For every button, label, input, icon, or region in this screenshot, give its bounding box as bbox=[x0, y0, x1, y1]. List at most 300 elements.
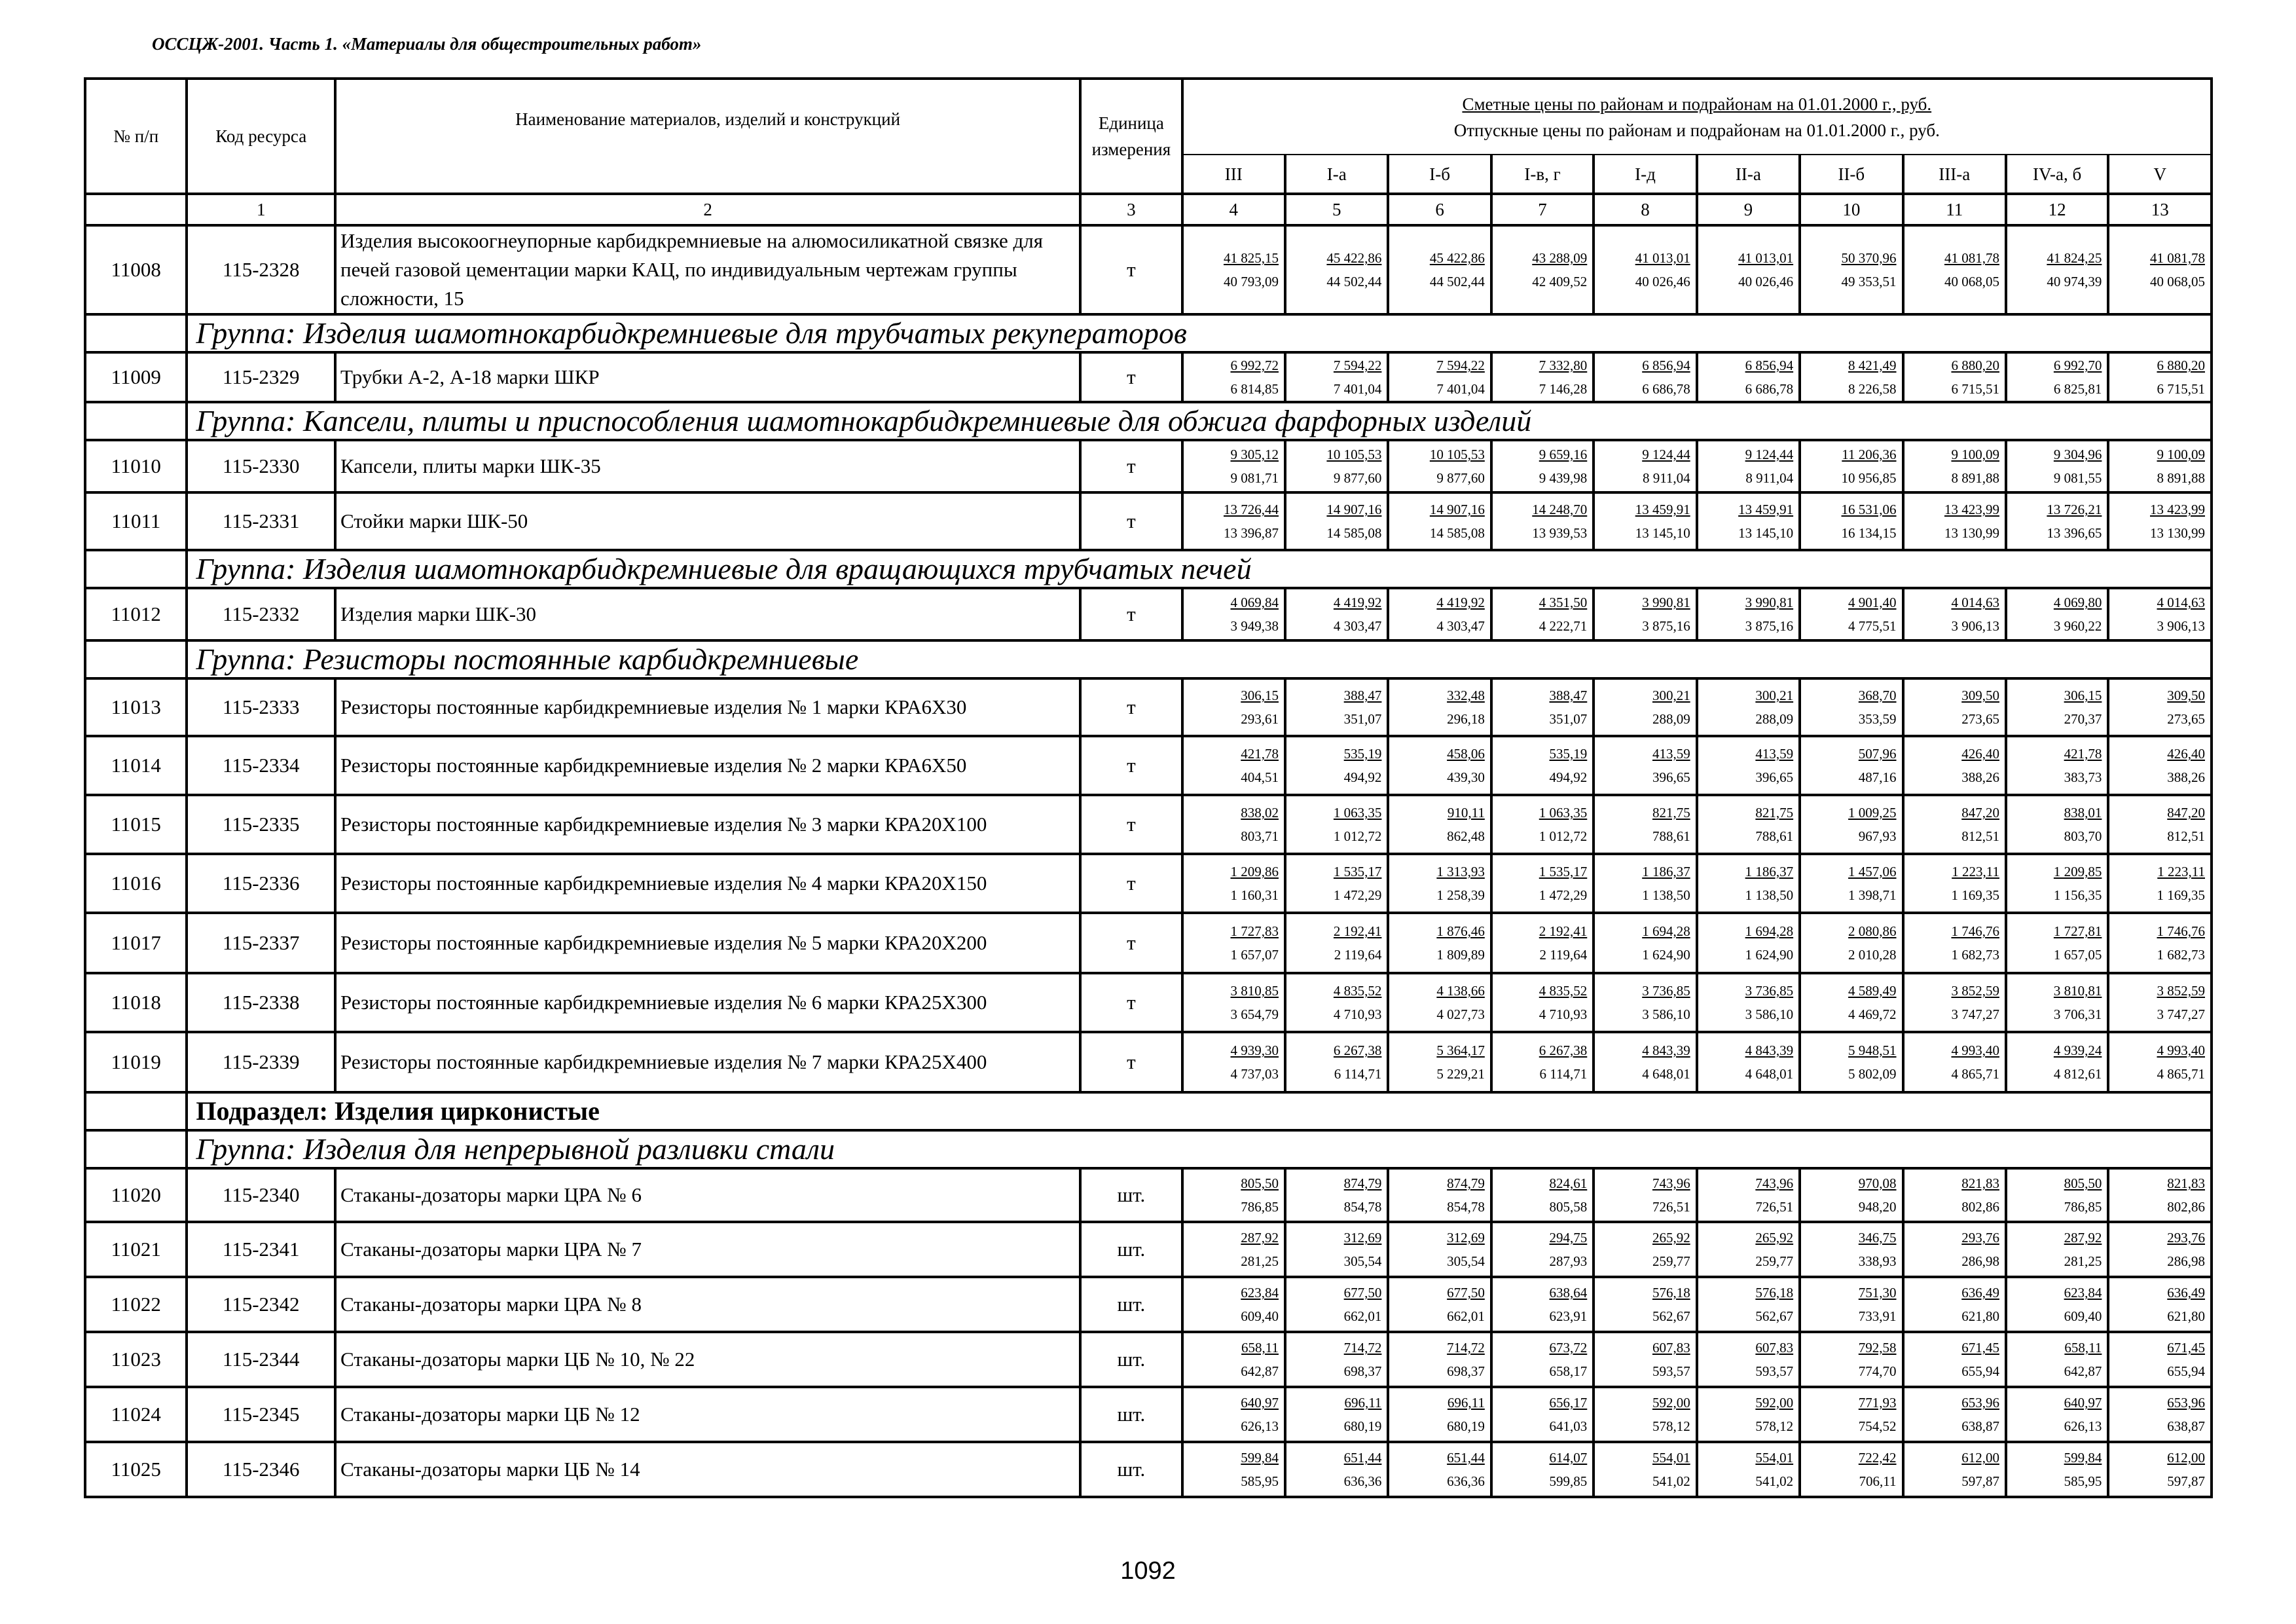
table-row bbox=[85, 1222, 2212, 1277]
release-price: 351,07 bbox=[1549, 711, 1588, 727]
resource-code: 115-2331 bbox=[187, 492, 335, 550]
release-price: 662,01 bbox=[1343, 1308, 1382, 1324]
estimated-price: 847,20 bbox=[2167, 805, 2205, 821]
column-number: 1 bbox=[187, 194, 335, 225]
row-number: 11008 bbox=[85, 225, 187, 314]
column-number: 12 bbox=[2006, 194, 2108, 225]
release-price: 296,18 bbox=[1447, 711, 1485, 727]
unit: т bbox=[1080, 854, 1182, 913]
estimated-price: 3 736,85 bbox=[1745, 983, 1794, 999]
group-row bbox=[85, 1130, 2212, 1168]
estimated-price: 287,92 bbox=[2064, 1230, 2102, 1246]
release-price: 562,67 bbox=[1652, 1308, 1690, 1324]
estimated-price: 623,84 bbox=[1241, 1285, 1279, 1301]
estimated-price: 640,97 bbox=[2064, 1395, 2102, 1411]
release-price: 40 026,46 bbox=[1738, 274, 1794, 289]
material-name: Стаканы-дозаторы марки ЦБ № 12 bbox=[335, 1387, 1080, 1442]
price-cell bbox=[1285, 1442, 1388, 1497]
estimated-price: 41 013,01 bbox=[1635, 250, 1690, 266]
estimated-price: 300,21 bbox=[1652, 688, 1690, 703]
group-title: Группа: Изделия для непрерывной разливки стали bbox=[187, 1130, 2212, 1168]
price-cell bbox=[1388, 440, 1491, 492]
estimated-price: 554,01 bbox=[1652, 1450, 1690, 1466]
release-price: 1 657,07 bbox=[1230, 947, 1279, 963]
price-cell bbox=[1285, 1168, 1388, 1222]
release-price: 854,78 bbox=[1343, 1199, 1382, 1215]
release-price: 281,25 bbox=[1241, 1253, 1279, 1269]
row-spacer bbox=[85, 640, 187, 678]
estimated-price: 1 209,86 bbox=[1230, 864, 1279, 879]
price-cell bbox=[1594, 913, 1696, 973]
release-price: 609,40 bbox=[2064, 1308, 2102, 1324]
row-number: 11009 bbox=[85, 352, 187, 402]
price-cell bbox=[1800, 913, 1903, 973]
estimated-price: 677,50 bbox=[1447, 1285, 1485, 1301]
price-cell bbox=[1182, 588, 1285, 640]
release-price: 6 114,71 bbox=[1334, 1066, 1382, 1082]
price-cell bbox=[2006, 352, 2108, 402]
material-name: Стаканы-дозаторы марки ЦРА № 6 bbox=[335, 1168, 1080, 1222]
price-cell bbox=[1697, 854, 1800, 913]
price-cell bbox=[1491, 1442, 1594, 1497]
estimated-price: 623,84 bbox=[2064, 1285, 2102, 1301]
price-cell bbox=[1285, 913, 1388, 973]
release-price: 287,93 bbox=[1549, 1253, 1588, 1269]
estimated-price: 640,97 bbox=[1241, 1395, 1279, 1411]
price-cell bbox=[2108, 736, 2212, 795]
release-price: 638,87 bbox=[2167, 1418, 2205, 1434]
estimated-price: 1 694,28 bbox=[1642, 923, 1690, 939]
price-cell bbox=[1594, 352, 1696, 402]
resource-code: 115-2340 bbox=[187, 1168, 335, 1222]
price-cell bbox=[2006, 854, 2108, 913]
column-number-blank bbox=[85, 194, 187, 225]
estimated-price: 599,84 bbox=[2064, 1450, 2102, 1466]
region-header: II-б bbox=[1800, 155, 1903, 194]
price-cell bbox=[2006, 225, 2108, 314]
estimated-price: 970,08 bbox=[1858, 1175, 1897, 1191]
resource-code: 115-2332 bbox=[187, 588, 335, 640]
table-row bbox=[85, 352, 2212, 402]
release-price: 13 145,10 bbox=[1635, 525, 1690, 541]
price-cell bbox=[1903, 1332, 2006, 1387]
header-prices bbox=[1182, 79, 2212, 155]
price-cell bbox=[1388, 1032, 1491, 1092]
price-cell bbox=[1903, 736, 2006, 795]
price-cell bbox=[1388, 1332, 1491, 1387]
estimated-price: 4 069,84 bbox=[1230, 595, 1279, 610]
estimated-price: 1 694,28 bbox=[1745, 923, 1794, 939]
estimated-price: 805,50 bbox=[1241, 1175, 1279, 1191]
estimated-price: 458,06 bbox=[1447, 746, 1485, 762]
release-price: 642,87 bbox=[2064, 1363, 2102, 1379]
estimated-price: 3 736,85 bbox=[1642, 983, 1690, 999]
price-cell bbox=[2006, 440, 2108, 492]
estimated-price: 306,15 bbox=[1241, 688, 1279, 703]
price-cell bbox=[1697, 913, 1800, 973]
estimated-price: 1 457,06 bbox=[1848, 864, 1897, 879]
release-price: 3 875,16 bbox=[1642, 618, 1690, 634]
price-table bbox=[84, 77, 2213, 1498]
price-cell bbox=[1594, 1332, 1696, 1387]
release-price: 286,98 bbox=[2167, 1253, 2205, 1269]
price-cell bbox=[1697, 440, 1800, 492]
price-cell bbox=[2006, 1387, 2108, 1442]
row-number: 11014 bbox=[85, 736, 187, 795]
estimated-price: 3 810,85 bbox=[1230, 983, 1279, 999]
estimated-price: 714,72 bbox=[1447, 1340, 1485, 1356]
material-name: Резисторы постоянные карбидкремниевые изделия № 6 марки КРА25Х300 bbox=[335, 973, 1080, 1032]
release-price: 638,87 bbox=[1961, 1418, 1999, 1434]
price-cell bbox=[1800, 1387, 1903, 1442]
estimated-price: 293,76 bbox=[2167, 1230, 2205, 1246]
price-cell bbox=[1182, 913, 1285, 973]
release-price: 5 229,21 bbox=[1436, 1066, 1485, 1082]
estimated-price: 7 332,80 bbox=[1539, 358, 1588, 373]
estimated-price: 651,44 bbox=[1447, 1450, 1485, 1466]
region-header: V bbox=[2108, 155, 2212, 194]
release-price: 802,86 bbox=[1961, 1199, 1999, 1215]
table-row bbox=[85, 795, 2212, 854]
price-cell bbox=[1491, 1277, 1594, 1332]
release-price: 305,54 bbox=[1343, 1253, 1382, 1269]
release-price: 621,80 bbox=[2167, 1308, 2205, 1324]
estimated-price: 9 304,96 bbox=[2053, 447, 2102, 462]
estimated-price: 653,96 bbox=[2167, 1395, 2205, 1411]
estimated-price: 653,96 bbox=[1961, 1395, 1999, 1411]
running-header: ОССЦЖ-2001. Часть 1. «Материалы для общестроительных работ» bbox=[152, 34, 702, 54]
release-price: 4 865,71 bbox=[2157, 1066, 2205, 1082]
price-cell bbox=[2006, 973, 2108, 1032]
release-price: 578,12 bbox=[1755, 1418, 1794, 1434]
release-price: 288,09 bbox=[1652, 711, 1690, 727]
row-number: 11012 bbox=[85, 588, 187, 640]
release-price: 1 624,90 bbox=[1642, 947, 1690, 963]
release-price: 40 026,46 bbox=[1635, 274, 1690, 289]
material-name: Изделия высокоогнеупорные карбидкремниевые на алюмосиликатной связке для печей газовой цементации марки КАЦ, по индивидуальным чертежам группы сложности, 15 bbox=[335, 225, 1080, 314]
estimated-price: 743,96 bbox=[1652, 1175, 1690, 1191]
table-row bbox=[85, 225, 2212, 314]
unit: т bbox=[1080, 352, 1182, 402]
estimated-price: 6 856,94 bbox=[1642, 358, 1690, 373]
unit: шт. bbox=[1080, 1277, 1182, 1332]
price-cell bbox=[1697, 678, 1800, 736]
estimated-price: 13 726,21 bbox=[2047, 502, 2102, 517]
estimated-price: 4 589,49 bbox=[1848, 983, 1897, 999]
unit: т bbox=[1080, 440, 1182, 492]
table-row bbox=[85, 678, 2212, 736]
row-number: 11015 bbox=[85, 795, 187, 854]
estimated-price: 656,17 bbox=[1549, 1395, 1588, 1411]
release-price: 1 169,35 bbox=[2157, 887, 2205, 903]
estimated-price: 2 192,41 bbox=[1333, 923, 1382, 939]
price-cell bbox=[1903, 492, 2006, 550]
price-cell bbox=[1903, 588, 2006, 640]
release-price: 967,93 bbox=[1858, 828, 1897, 844]
price-cell bbox=[1182, 1168, 1285, 1222]
price-cell bbox=[1594, 854, 1696, 913]
release-price: 786,85 bbox=[1241, 1199, 1279, 1215]
release-price: 4 648,01 bbox=[1642, 1066, 1690, 1082]
release-price: 10 956,85 bbox=[1841, 470, 1897, 486]
price-cell bbox=[2108, 1442, 2212, 1497]
price-cell bbox=[1491, 854, 1594, 913]
estimated-price: 4 835,52 bbox=[1333, 983, 1382, 999]
estimated-price: 636,49 bbox=[1961, 1285, 1999, 1301]
estimated-price: 312,69 bbox=[1343, 1230, 1382, 1246]
release-price: 13 145,10 bbox=[1738, 525, 1794, 541]
estimated-price: 910,11 bbox=[1447, 805, 1485, 821]
estimated-price: 554,01 bbox=[1755, 1450, 1794, 1466]
release-price: 698,37 bbox=[1447, 1363, 1485, 1379]
estimated-price: 535,19 bbox=[1549, 746, 1588, 762]
estimated-price: 294,75 bbox=[1549, 1230, 1588, 1246]
release-price: 812,51 bbox=[1961, 828, 1999, 844]
estimated-price: 4 014,63 bbox=[2157, 595, 2205, 610]
release-price: 14 585,08 bbox=[1429, 525, 1485, 541]
estimated-price: 1 223,11 bbox=[2157, 864, 2205, 879]
price-cell bbox=[1903, 1222, 2006, 1277]
price-cell bbox=[1697, 225, 1800, 314]
price-cell bbox=[2108, 1168, 2212, 1222]
material-name: Капсели, плиты марки ШК-35 bbox=[335, 440, 1080, 492]
release-price: 1 472,29 bbox=[1333, 887, 1382, 903]
price-cell bbox=[1285, 1032, 1388, 1092]
release-price: 288,09 bbox=[1755, 711, 1794, 727]
release-price: 5 802,09 bbox=[1848, 1066, 1897, 1082]
estimated-price: 265,92 bbox=[1755, 1230, 1794, 1246]
estimated-price: 6 267,38 bbox=[1539, 1043, 1588, 1058]
release-price: 8 911,04 bbox=[1745, 470, 1794, 486]
estimated-price: 576,18 bbox=[1652, 1285, 1690, 1301]
price-cell bbox=[1800, 588, 1903, 640]
release-price: 1 398,71 bbox=[1848, 887, 1897, 903]
price-cell bbox=[2108, 854, 2212, 913]
estimated-price: 592,00 bbox=[1755, 1395, 1794, 1411]
price-cell bbox=[1594, 1277, 1696, 1332]
release-price: 8 891,88 bbox=[2157, 470, 2205, 486]
price-cell bbox=[1388, 492, 1491, 550]
material-name: Резисторы постоянные карбидкремниевые изделия № 1 марки КРА6Х30 bbox=[335, 678, 1080, 736]
release-price: 494,92 bbox=[1343, 769, 1382, 785]
price-cell bbox=[1697, 1222, 1800, 1277]
estimated-price: 1 009,25 bbox=[1848, 805, 1897, 821]
price-cell bbox=[1285, 795, 1388, 854]
price-cell bbox=[2006, 736, 2108, 795]
estimated-price: 45 422,86 bbox=[1326, 250, 1382, 266]
estimated-price: 14 907,16 bbox=[1429, 502, 1485, 517]
estimated-price: 592,00 bbox=[1652, 1395, 1690, 1411]
material-name: Стойки марки ШК-50 bbox=[335, 492, 1080, 550]
column-number: 4 bbox=[1182, 194, 1285, 225]
release-price: 1 012,72 bbox=[1539, 828, 1588, 844]
estimated-price: 4 843,39 bbox=[1745, 1043, 1794, 1058]
price-cell bbox=[2108, 1032, 2212, 1092]
row-spacer bbox=[85, 1130, 187, 1168]
price-cell bbox=[1388, 1222, 1491, 1277]
price-cell bbox=[2108, 913, 2212, 973]
price-cell bbox=[1182, 678, 1285, 736]
estimated-price: 45 422,86 bbox=[1429, 250, 1485, 266]
price-cell bbox=[1388, 225, 1491, 314]
estimated-price: 3 990,81 bbox=[1745, 595, 1794, 610]
price-cell bbox=[1182, 1222, 1285, 1277]
estimated-price: 4 419,92 bbox=[1333, 595, 1382, 610]
row-spacer bbox=[85, 550, 187, 588]
estimated-price: 614,07 bbox=[1549, 1450, 1588, 1466]
release-price: 270,37 bbox=[2064, 711, 2102, 727]
subsection-row bbox=[85, 1092, 2212, 1130]
release-price: 3 706,31 bbox=[2053, 1006, 2102, 1022]
release-price: 655,94 bbox=[1961, 1363, 1999, 1379]
release-price: 6 114,71 bbox=[1539, 1066, 1588, 1082]
estimated-price: 287,92 bbox=[1241, 1230, 1279, 1246]
price-cell bbox=[1594, 492, 1696, 550]
estimated-price: 309,50 bbox=[2167, 688, 2205, 703]
estimated-price: 821,75 bbox=[1652, 805, 1690, 821]
price-cell bbox=[1903, 913, 2006, 973]
release-price: 1 472,29 bbox=[1539, 887, 1588, 903]
price-cell bbox=[1903, 1442, 2006, 1497]
release-price: 1 012,72 bbox=[1333, 828, 1382, 844]
price-cell bbox=[1388, 795, 1491, 854]
price-cell bbox=[1903, 440, 2006, 492]
release-price: 6 825,81 bbox=[2053, 381, 2102, 397]
price-cell bbox=[1903, 352, 2006, 402]
price-cell bbox=[2108, 588, 2212, 640]
price-cell bbox=[2108, 352, 2212, 402]
release-price: 636,36 bbox=[1343, 1473, 1382, 1489]
material-name: Стаканы-дозаторы марки ЦРА № 7 bbox=[335, 1222, 1080, 1277]
release-price: 16 134,15 bbox=[1841, 525, 1897, 541]
price-cell bbox=[2006, 1277, 2108, 1332]
region-header: I-д bbox=[1594, 155, 1696, 194]
estimated-price: 5 364,17 bbox=[1436, 1043, 1485, 1058]
price-cell bbox=[1388, 588, 1491, 640]
price-cell bbox=[1388, 1168, 1491, 1222]
estimated-price: 722,42 bbox=[1858, 1450, 1897, 1466]
column-number: 8 bbox=[1594, 194, 1696, 225]
price-cell bbox=[1903, 678, 2006, 736]
estimated-price: 332,48 bbox=[1447, 688, 1485, 703]
page-number: 1092 bbox=[1120, 1557, 1176, 1585]
price-cell bbox=[1491, 1332, 1594, 1387]
row-number: 11013 bbox=[85, 678, 187, 736]
price-cell bbox=[1594, 1442, 1696, 1497]
unit: т bbox=[1080, 492, 1182, 550]
estimated-price: 9 124,44 bbox=[1642, 447, 1690, 462]
price-cell bbox=[1697, 1442, 1800, 1497]
price-cell bbox=[1800, 795, 1903, 854]
price-cell bbox=[1388, 678, 1491, 736]
estimated-price: 2 080,86 bbox=[1848, 923, 1897, 939]
column-number: 6 bbox=[1388, 194, 1491, 225]
estimated-price: 599,84 bbox=[1241, 1450, 1279, 1466]
release-price: 305,54 bbox=[1447, 1253, 1485, 1269]
release-price: 4 469,72 bbox=[1848, 1006, 1897, 1022]
table-row bbox=[85, 1442, 2212, 1497]
release-price: 8 891,88 bbox=[1951, 470, 1999, 486]
price-cell bbox=[1697, 1332, 1800, 1387]
resource-code: 115-2345 bbox=[187, 1387, 335, 1442]
release-price: 396,65 bbox=[1652, 769, 1690, 785]
price-cell bbox=[1903, 225, 2006, 314]
resource-code: 115-2335 bbox=[187, 795, 335, 854]
estimated-price: 2 192,41 bbox=[1539, 923, 1588, 939]
estimated-price: 426,40 bbox=[2167, 746, 2205, 762]
release-price: 3 906,13 bbox=[2157, 618, 2205, 634]
release-price: 7 401,04 bbox=[1333, 381, 1382, 397]
release-price: 9 081,71 bbox=[1230, 470, 1279, 486]
release-price: 4 812,61 bbox=[2053, 1066, 2102, 1082]
release-price: 8 911,04 bbox=[1642, 470, 1690, 486]
row-spacer bbox=[85, 1092, 187, 1130]
price-cell bbox=[1491, 795, 1594, 854]
release-price: 4 737,03 bbox=[1230, 1066, 1279, 1082]
resource-code: 115-2337 bbox=[187, 913, 335, 973]
release-price: 854,78 bbox=[1447, 1199, 1485, 1215]
release-price: 8 226,58 bbox=[1848, 381, 1897, 397]
price-cell bbox=[2006, 913, 2108, 973]
price-cell bbox=[1491, 1387, 1594, 1442]
price-cell bbox=[1903, 795, 2006, 854]
release-price: 3 949,38 bbox=[1230, 618, 1279, 634]
release-price: 6 715,51 bbox=[2157, 381, 2205, 397]
estimated-price: 792,58 bbox=[1858, 1340, 1897, 1356]
price-cell bbox=[1594, 678, 1696, 736]
price-cell bbox=[2108, 1277, 2212, 1332]
unit: т bbox=[1080, 678, 1182, 736]
release-price: 621,80 bbox=[1961, 1308, 1999, 1324]
release-price: 1 657,05 bbox=[2053, 947, 2102, 963]
price-cell bbox=[1903, 1032, 2006, 1092]
estimated-price: 16 531,06 bbox=[1841, 502, 1897, 517]
estimated-price: 576,18 bbox=[1755, 1285, 1794, 1301]
estimated-price: 1 727,81 bbox=[2053, 923, 2102, 939]
price-cell bbox=[1800, 1332, 1903, 1387]
price-cell bbox=[2108, 973, 2212, 1032]
price-cell bbox=[1182, 973, 1285, 1032]
estimated-price: 368,70 bbox=[1858, 688, 1897, 703]
price-cell bbox=[1388, 1387, 1491, 1442]
release-price: 2 010,28 bbox=[1848, 947, 1897, 963]
column-number: 7 bbox=[1491, 194, 1594, 225]
price-cell bbox=[1903, 1168, 2006, 1222]
table-row bbox=[85, 1168, 2212, 1222]
estimated-price: 4 993,40 bbox=[1951, 1043, 1999, 1058]
group-row bbox=[85, 314, 2212, 352]
price-cell bbox=[1800, 973, 1903, 1032]
estimated-price: 13 459,91 bbox=[1738, 502, 1794, 517]
price-cell bbox=[1594, 973, 1696, 1032]
release-price: 948,20 bbox=[1858, 1199, 1897, 1215]
unit: т bbox=[1080, 1032, 1182, 1092]
release-price: 1 258,39 bbox=[1436, 887, 1485, 903]
estimated-price: 1 727,83 bbox=[1230, 923, 1279, 939]
price-cell bbox=[1800, 1442, 1903, 1497]
estimated-price: 4 351,50 bbox=[1539, 595, 1588, 610]
release-price: 1 156,35 bbox=[2053, 887, 2102, 903]
group-row bbox=[85, 550, 2212, 588]
unit: т bbox=[1080, 913, 1182, 973]
estimated-price: 10 105,53 bbox=[1429, 447, 1485, 462]
estimated-price: 821,83 bbox=[1961, 1175, 1999, 1191]
resource-code: 115-2342 bbox=[187, 1277, 335, 1332]
release-price: 803,70 bbox=[2064, 828, 2102, 844]
release-price: 14 585,08 bbox=[1326, 525, 1382, 541]
row-number: 11010 bbox=[85, 440, 187, 492]
release-price: 4 222,71 bbox=[1539, 618, 1588, 634]
